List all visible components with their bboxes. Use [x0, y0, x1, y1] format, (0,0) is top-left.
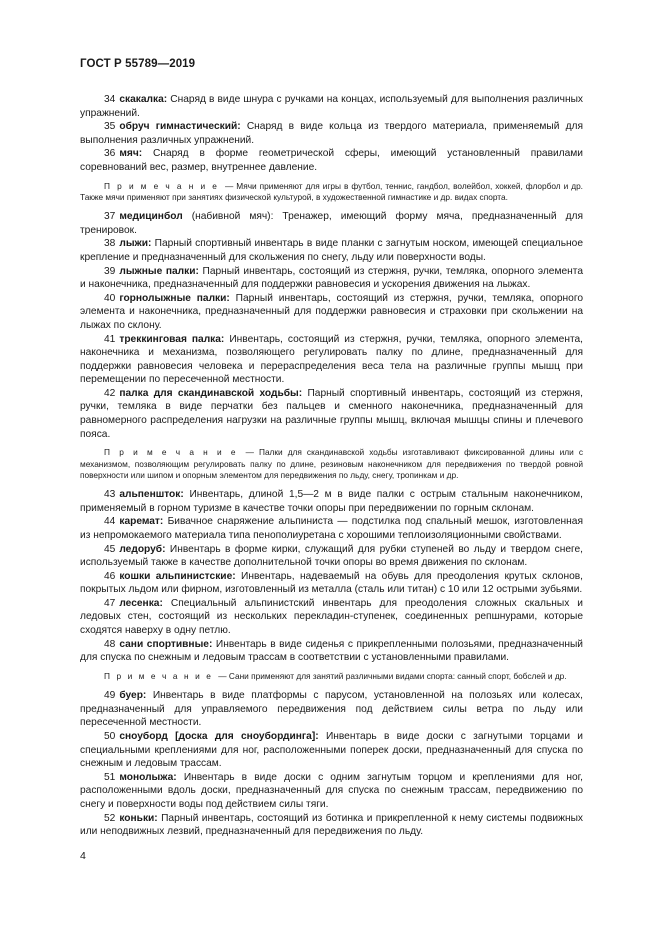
entry-number: 52 — [104, 812, 116, 824]
entry-number: 44 — [104, 516, 116, 528]
term-name: сани спортивные: — [119, 638, 213, 650]
term-name: скакалка: — [119, 94, 168, 105]
page-number: 4 — [80, 850, 86, 862]
term-definition: Бивачное снаряжение альпиниста — подстилка под спальный мешок, изготовленная из непромокаемого материала типа пенополиуретана с хорошими теплоизоляционными свойствами. — [80, 516, 583, 541]
term-entry-48 — [80, 638, 583, 665]
term-definition: Парный спортивный инвентарь, состоящий из стержня, ручки, темляка в виде перчатки без пальцев и сменного наконечника, предназначенный для равномерного распределения нагрузки на различные группы мышц, включая мышцы спины и плечевого пояса. — [80, 387, 583, 440]
term-entry-52 — [80, 812, 583, 839]
term-name: треккинговая палка: — [119, 333, 225, 345]
term-entry-46 — [80, 570, 583, 597]
term-name: лыжи: — [119, 238, 152, 250]
term-definition: Инвентарь, состоящий из стержня, ручки, темляка, опорного элемента, наконечника и механизма, позволяющего регулировать палку по длине, предназначенный для поддержки равновесия человека и перераспределения веса тела на различные группы мышц при перемещении по пересеченной местности. — [80, 333, 583, 386]
term-entry-40 — [80, 292, 583, 333]
entry-number: 34 — [104, 94, 116, 105]
note-sleds — [80, 671, 583, 682]
term-definition: Парный инвентарь, состоящий из стержня, ручки, темляка, опорного элемента и наконечника, предназначенный для поддержки равновесия и ускорения движения на лыжах. — [80, 265, 583, 291]
term-entry-39 — [80, 265, 583, 292]
term-name: кошки альпинистские: — [119, 570, 236, 582]
note-text: — Палки для скандинавской ходьбы изготавливают фиксированной длины или с механизмом, позволяющим регулировать палку по длине, резиновым наконечником для передвижения по твердой ровной поверхности или шипом и опорным элементом для передвижения по льду, снегу, тропинкам и др. — [80, 447, 583, 480]
entry-number: 41 — [104, 333, 116, 345]
term-definition: Инвентарь в виде доски с одним загнутым торцом и креплениями для ног, расположенными вдоль доски, предназначенный для спуска по снежным трассам, передвижению по снегу и поверхности воды под действием силы тяги. — [80, 771, 583, 810]
note-nordic-poles — [80, 447, 583, 481]
entry-number: 42 — [104, 387, 116, 399]
entry-number: 48 — [104, 638, 116, 650]
term-name: сноуборд [доска для сноубординга]: — [119, 730, 319, 742]
entry-number: 39 — [104, 265, 116, 277]
term-name: монолыжа: — [119, 771, 177, 783]
term-name: альпеншток: — [119, 489, 184, 501]
term-entry-50 — [80, 730, 583, 771]
term-name: палка для скандинавской ходьбы: — [119, 387, 303, 399]
entry-number: 46 — [104, 570, 116, 582]
term-entry-42 — [80, 387, 583, 441]
term-definition: Парный инвентарь, состоящий из ботинка и прикрепленной к нему системы подвижных или неподвижных лезвий, предназначенный для передвижения по льду. — [80, 812, 583, 838]
term-name: буер: — [119, 690, 147, 702]
term-definition: Снаряд в виде шнура с ручками на концах, используемый для выполнения различных упражнений. — [80, 94, 583, 119]
term-name: каремат: — [119, 516, 164, 528]
term-name: коньки: — [119, 812, 158, 824]
term-entry-36 — [80, 147, 583, 174]
term-entry-38 — [80, 237, 583, 264]
entry-number: 49 — [104, 690, 116, 702]
note-text: — Сани применяют для занятий различными видами спорта: санный спорт, бобслей и др. — [218, 670, 567, 681]
term-entry-37 — [80, 210, 583, 237]
term-definition: Инвентарь в виде доски с загнутыми торцами и специальными креплениями для ног, расположенными поперек доски, предназначенный для спуска по снежным и ледовым трассам. — [80, 730, 583, 770]
entry-number: 36 — [104, 148, 116, 160]
term-entry-51 — [80, 771, 583, 812]
term-definition: Инвентарь в форме кирки, служащий для рубки ступеней во льду и твердом снеге, используемый также в качестве дополнительной точки опоры во время движения по склонам. — [80, 543, 583, 569]
term-name: лыжные палки: — [119, 265, 199, 277]
term-name: ледоруб: — [119, 543, 166, 555]
entry-number: 35 — [104, 121, 116, 133]
entry-number: 51 — [104, 771, 116, 783]
term-definition: Инвентарь в виде платформы с парусом, установленной на полозьях или колесах, предназначенный для управляемого передвижения под действием силы ветра по льду или пересеченной местности. — [80, 690, 583, 729]
term-entry-49 — [80, 689, 583, 730]
term-entry-44 — [80, 515, 583, 542]
entry-number: 43 — [104, 489, 116, 501]
term-definition: Парный спортивный инвентарь в виде планки с загнутым носком, имеющей специальное крепление и предназначенный для скольжения по снегу, льду или поверхности воды. — [80, 238, 583, 263]
entry-number: 37 — [104, 211, 116, 223]
term-definition: Инвентарь в виде сиденья с прикрепленными полозьями, предназначенный для спуска по снежным и ледовым трассам в соответствии с установленными правилами. — [80, 638, 583, 664]
term-definition: (набивной мяч): Тренажер, имеющий форму мяча, предназначенный для тренировок. — [80, 211, 583, 236]
entry-number: 45 — [104, 543, 116, 555]
entry-number: 40 — [104, 292, 116, 304]
term-name: лесенка: — [119, 597, 163, 609]
term-definition: Снаряд в виде кольца из твердого материала, применяемый для выполнения различных упражнений. — [80, 121, 583, 146]
note-label: П р и м е ч а н и е — [104, 447, 238, 458]
term-definition: Парный инвентарь, состоящий из стержня, ручки, темляка, опорного элемента и наконечника, предназначенный для поддержки равновесия и страховки при скольжении на лыжах по склону. — [80, 292, 583, 331]
document-page — [80, 58, 583, 839]
term-entry-34 — [80, 93, 583, 120]
term-definition: Специальный альпинистский инвентарь для преодоления сложных скальных и ледовых стен, состоящий из нескольких перекладин-ступенек, соединенных репшнурами, которые сходятся наверху в одну петлю. — [80, 597, 584, 637]
note-text: — Мячи применяют для игры в футбол, теннис, гандбол, волейбол, хоккей, флорбол и др. Также мячи применяют при занятиях физической культурой, в художественной гимнастике и др. видах спорта. — [80, 180, 583, 202]
document-header: ГОСТ Р 55789—2019 — [80, 58, 196, 70]
term-entry-45 — [80, 543, 583, 570]
term-name: медицинбол — [119, 211, 183, 223]
term-name: мяч: — [119, 148, 143, 160]
term-entry-47 — [80, 597, 583, 638]
note-label: П р и м е ч а н и е — [104, 670, 213, 681]
term-name: обруч гимнастический: — [119, 121, 241, 133]
term-definition: Инвентарь, длиной 1,5—2 м в виде палки с острым стальным наконечником, применяемый в горном туризме в качестве точки опоры при передвижении по горным склонам. — [80, 489, 583, 514]
entry-number: 50 — [104, 730, 116, 742]
term-entry-41 — [80, 333, 583, 387]
term-definition: Инвентарь, надеваемый на обувь для преодоления крутых склонов, покрытых льдом или фирном, изготовленный из металла (сталь или титан) с 10 или 12 острыми зубьями. — [80, 570, 583, 596]
term-definition: Снаряд в форме геометрической сферы, имеющий установленный правилами соревнований вес, размер, внутреннее давление. — [80, 148, 583, 173]
entry-number: 47 — [104, 597, 116, 609]
term-name: горнолыжные палки: — [119, 292, 230, 304]
term-entry-35 — [80, 120, 583, 147]
term-entry-43 — [80, 488, 583, 515]
note-label: П р и м е ч а н и е — [104, 180, 220, 191]
entry-number: 38 — [104, 238, 116, 250]
note-balls — [80, 181, 583, 204]
